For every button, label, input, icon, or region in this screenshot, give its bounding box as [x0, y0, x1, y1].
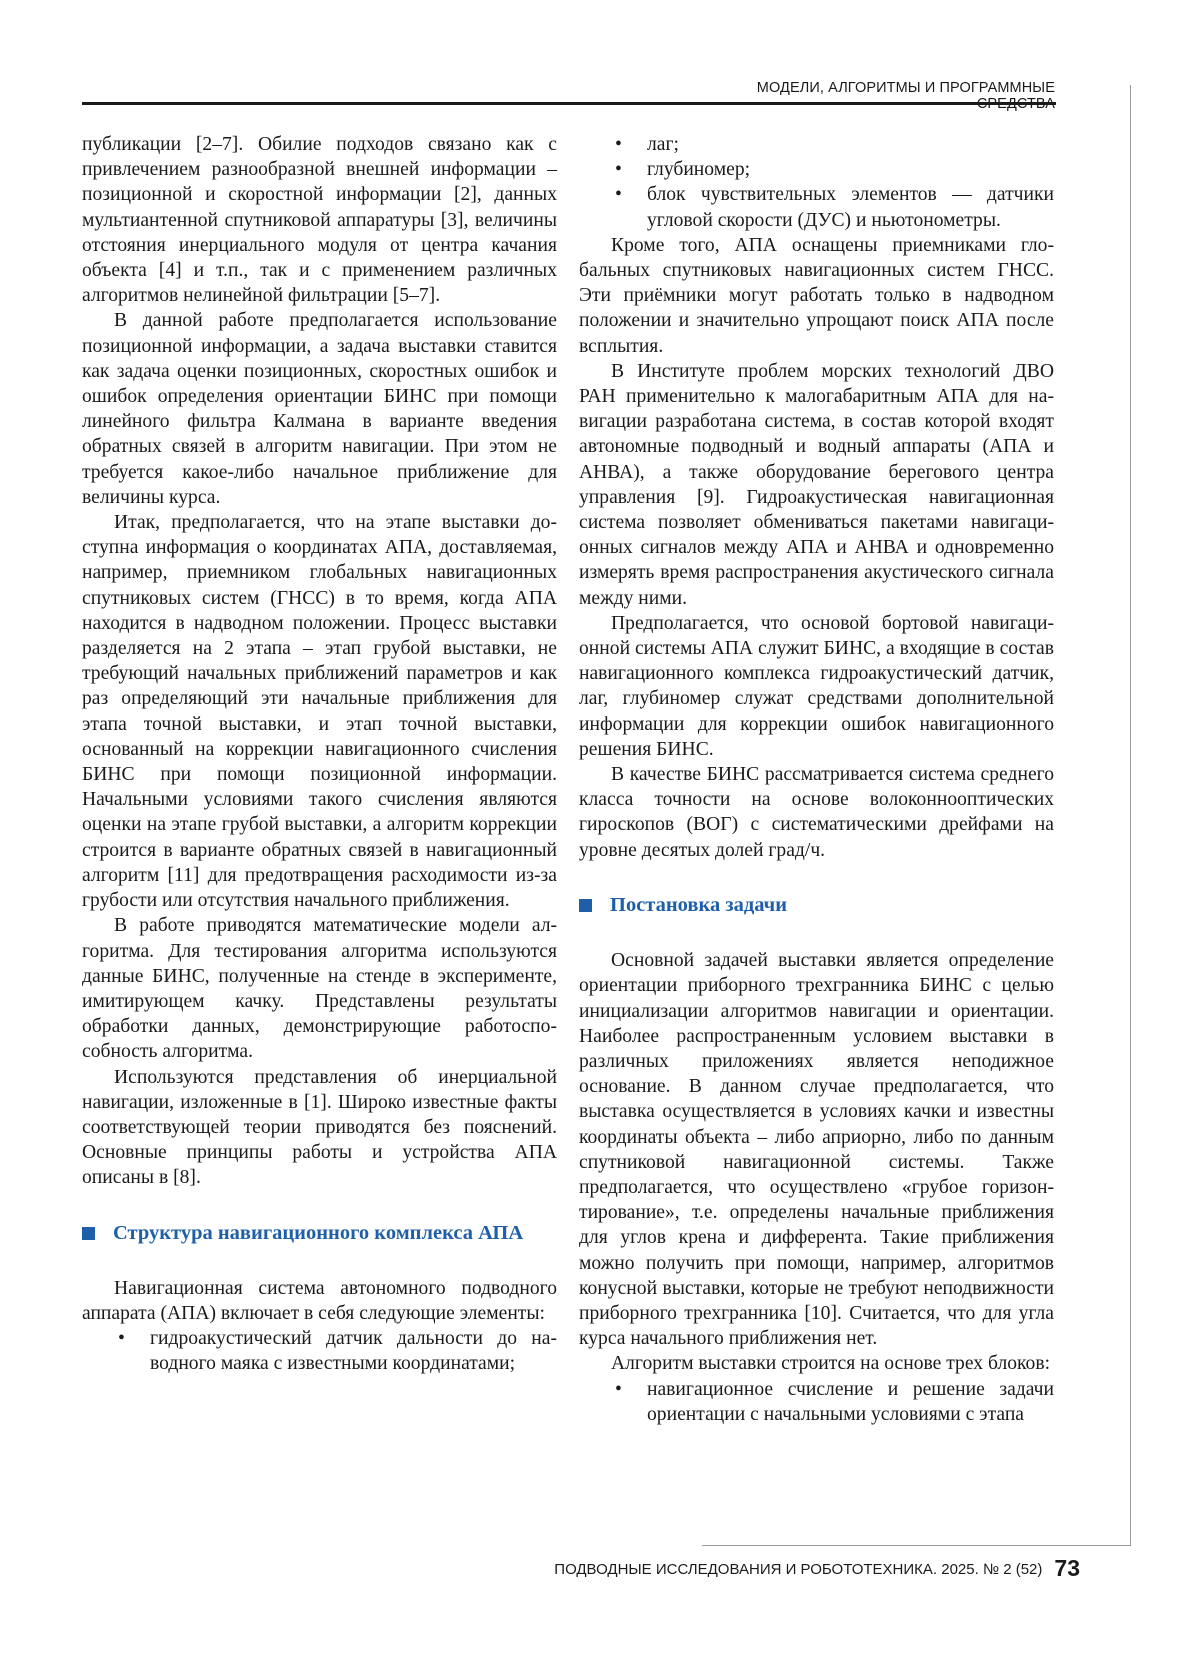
paragraph: В качестве БИНС рассматривается система сред­него класса точности на основе волоконнооптиче­ских гироскопов (ВОГ) с систематическими дрейфа­ми на уровне десятых долей град/ч.: [579, 762, 1054, 863]
square-bullet-icon: [579, 899, 592, 912]
document-page: [0, 0, 1200, 1656]
header-rule: [82, 102, 1056, 105]
section-heading-text: Постановка задачи: [610, 893, 787, 918]
page-number: 73: [1054, 1555, 1080, 1581]
paragraph: публикации [2–7]. Обилие подходов связано как с привлечением разнообразной внешней информа­ции – позиционной и скоростной информации [2], данных мультиантенной спутниковой аппаратуры [3], величины отстояния инерциального модуля от центра качания объекта [4] и т.п., так и с примене­нием различных алгоритмов нелинейной фильтрации [5–7].: [82, 132, 557, 308]
paragraph: Навигационная система автономного подводного аппарата (АПА) включает в себя следующие элемен­ты:: [82, 1276, 557, 1326]
running-footer: [540, 1555, 1080, 1582]
list-item: • навигационное счисление и решение задачи ориентации с начальными условиями с этапа: [579, 1377, 1054, 1427]
bullet-list: [579, 1377, 1054, 1427]
right-column: [579, 132, 1054, 1427]
paragraph: Основной задачей выставки является определе­ние ориентации приборного трехгранника БИНС с целью инициализации алгоритмов навигации и ори­ентации. Наиболее распространенным условием вы­ставки в различных приложениях является неподиж­ное основание. В данном случае предполагается, что выставка осуществляется в условиях качки и извест­ны координаты объекта – либо априорно, либо по данным спутниковой навигационной системы. Также предполагается, что осуществлено «грубое горизон­тирование», т.е. определены начальные приближения для углов крена и дифферента. Такие приближения можно получить при помощи, например, алгоритмов конусной выставки, которые не требуют неподвиж­ности приборного трехгранника [10]. Считается, что для угла курса начального приближения нет.: [579, 948, 1054, 1351]
square-bullet-icon: [82, 1227, 95, 1240]
section-heading: [82, 1221, 557, 1246]
running-header: МОДЕЛИ, АЛГОРИТМЫ И ПРОГРАММНЫЕ: [700, 80, 1055, 112]
bullet-list: [579, 132, 1054, 233]
paragraph: Алгоритм выставки строится на основе трех бло­ков:: [579, 1351, 1054, 1376]
list-item: • гидроакустический датчик дальности до на­водного маяка с известными координатами;: [82, 1326, 557, 1376]
paragraph: В Институте проблем морских технологий ДВО РАН применительно к малогабаритным АПА для на­вигации разработана система, в состав которой вхо­дят автономные подводный и водный аппараты (АПА и АНВА), а также оборудование берегового центра управления [9]. Гидроакустическая навигационная система позволяет обмениваться пакетами навигаци­онных сигналов между АПА и АНВА и одновремен­но измерять время распространения акустического сигнала между ними.: [579, 359, 1054, 611]
page-frame-bottom: [702, 1545, 1131, 1546]
section-heading-text: Структура навигационного комплекса АПА: [113, 1221, 523, 1246]
paragraph: Итак, предполагается, что на этапе выставки до­ступна информация о координатах АПА, доставляе­мая, например, приемником глобальных навигацион­ных спутниковых систем (ГНСС) в то время, когда АПА находится в надводном положении. Процесс выставки разделяется на 2 этапа – этап грубой вы­ставки, не требующий начальных приближений пара­метров и как раз определяющий эти начальные при­ближения для этапа точной выставки, и этап точной выставки, основанный на коррекции навигационного счисления БИНС при помощи позиционной инфор­мации. Начальными условиями такого счисления яв­ляются оценки на этапе грубой выставки, а алгоритм коррекции строится в варианте обратных связей в на­вигационный алгоритм [11] для предотвращения рас­ходимости из-за грубости или отсутствия начального приближения.: [82, 510, 557, 913]
paragraph: Предполагается, что основой бортовой навигаци­онной системы АПА служит БИНС, а входящие в со­став навигационного комплекса гидроакустический датчик, лаг, глубиномер служат средствами дополни­тельной информации для коррекции ошибок навига­ционного решения БИНС.: [579, 611, 1054, 762]
journal-info: ПОДВОДНЫЕ ИССЛЕДОВАНИЯ И РОБОТОТЕХНИКА. 2025. № 2 (52): [554, 1561, 1042, 1578]
list-item: • лаг;: [579, 132, 1054, 157]
bullet-list: [82, 1326, 557, 1376]
paragraph: Кроме того, АПА оснащены приемниками гло­бальных спутниковых навигационных систем ГНСС. Эти приёмники могут работать только в надводном положении и значительно упрощают поиск АПА по­сле всплытия.: [579, 233, 1054, 359]
page-frame-right: [1130, 85, 1131, 1546]
list-item: • глубиномер;: [579, 157, 1054, 182]
left-column: [82, 132, 557, 1377]
list-item: • блок чувствительных элементов — датчики угловой скорости (ДУС) и ньютонометры.: [579, 182, 1054, 232]
paragraph: В работе приводятся математические модели ал­горитма. Для тестирования алгоритма используются данные БИНС, полученные на стенде в эксперимен­те, имитирующем качку. Представлены результаты обработки данных, демонстрирующие работоспо­собность алгоритма.: [82, 913, 557, 1064]
paragraph: В данной работе предполагается использование позиционной информации, а задача выставки ста­вится как задача оценки позиционных, скоростных ошибок и ошибок определения ориентации БИНС при помощи линейного фильтра Калмана в вариан­те введения обратных связей в алгоритм навигации. При этом не требуется какое-либо начальное прибли­жение для величины курса.: [82, 308, 557, 510]
paragraph: Используются представления об инерциальной навигации, изложенные в [1]. Широко известные факты соответствующей теории приводятся без по­яснений. Основные принципы работы и устройства АПА описаны в [8].: [82, 1065, 557, 1191]
section-heading: [579, 893, 1054, 918]
